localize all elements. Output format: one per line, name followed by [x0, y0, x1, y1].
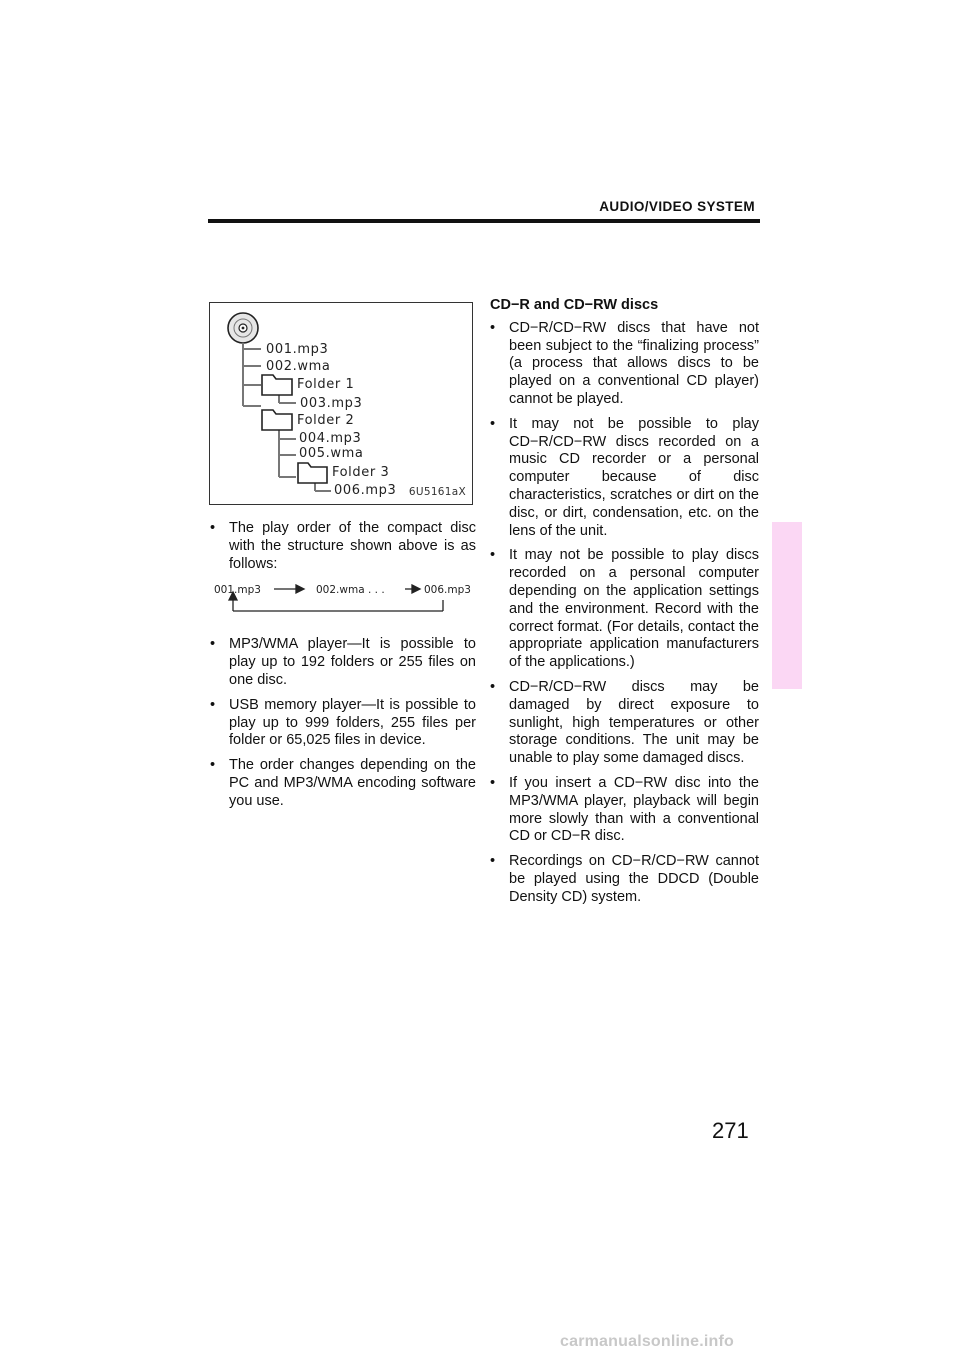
- list-item: [490, 547, 759, 672]
- list-item: [490, 416, 759, 541]
- tree-folder-2: Folder 2: [297, 413, 355, 428]
- bullet-glyph: •: [490, 853, 496, 870]
- tree-folder-1: Folder 1: [297, 377, 355, 392]
- tree-file-006: 006.mp3: [334, 483, 397, 498]
- bullet-text: MP3/WMA player—It is possible to play up to 192 folders or 255 files on one disc.: [229, 636, 476, 688]
- play-order-last: 006.mp3: [424, 584, 471, 597]
- tree-file-002: 002.wma: [266, 359, 331, 374]
- chapter-tab: [772, 522, 802, 689]
- bullet-text: If you insert a CD−RW disc into the MP3/WMA player, playback will begin more slowly than with a conventional CD or CD−R disc.: [509, 774, 759, 845]
- bullet-text: CD−R/CD−RW discs that have not been subject to the “finalizing process” (a process that allows discs to be played on a conventional CD player) cannot be played.: [509, 319, 759, 407]
- list-item: [490, 320, 759, 409]
- section-title: AUDIO/VIDEO SYSTEM: [599, 199, 755, 214]
- tree-file-001: 001.mp3: [266, 342, 329, 357]
- header-rule: [208, 219, 760, 223]
- left-column: [210, 520, 476, 818]
- intro-text: The play order of the compact disc with the structure shown above is as follows:: [229, 520, 476, 572]
- play-order-middle: 002.wma . . .: [316, 584, 385, 597]
- list-item: [210, 520, 476, 573]
- tree-folder-3: Folder 3: [332, 465, 390, 480]
- bullet-glyph: •: [490, 774, 496, 791]
- disc-icon: [228, 313, 258, 343]
- play-order-diagram: [210, 580, 476, 626]
- list-item: [490, 775, 759, 846]
- bullet-glyph: •: [490, 678, 496, 695]
- list-item: [490, 679, 759, 768]
- bullet-glyph: •: [490, 415, 496, 432]
- list-item: [210, 757, 476, 810]
- list-item: [210, 636, 476, 689]
- bullet-text: USB memory player—It is possible to play up to 999 folders, 255 files per folder or 65,025 files in device.: [229, 696, 476, 749]
- bullet-text: Recordings on CD−R/CD−RW cannot be played using the DDCD (Double Density CD) system.: [509, 853, 759, 905]
- bullet-text: It may not be possible to play discs recorded on a personal computer depending on the application settings and the environment. Record with the correct format. (For details, contact the appropriate application manufacturers of the applications.): [509, 547, 759, 671]
- list-item: [490, 853, 759, 906]
- folder-structure-figure: [209, 302, 473, 505]
- section-heading: CD−R and CD−RW discs: [490, 297, 659, 313]
- tree-file-003: 003.mp3: [300, 396, 363, 411]
- folder-icon: [262, 375, 292, 395]
- bullet-glyph: •: [490, 319, 496, 336]
- bullet-text: The order changes depending on the PC and MP3/WMA encoding software you use.: [229, 757, 476, 809]
- bullet-glyph: •: [210, 757, 216, 774]
- folder-icon: [262, 410, 292, 430]
- watermark: carmanualsonline.info: [560, 1333, 735, 1350]
- bullet-text: It may not be possible to play CD−R/CD−RW discs recorded on a music CD recorder or a personal computer because of disc characteristics, scratches or dirt on the disc, or dirt, condensation, etc. on the lens of the unit.: [509, 415, 759, 539]
- play-order-first: 001.mp3: [214, 584, 261, 597]
- page-number: 271: [712, 1118, 749, 1143]
- figure-code: 6U5161aX: [408, 486, 466, 498]
- bullet-glyph: •: [210, 636, 216, 653]
- tree-file-004: 004.mp3: [299, 431, 362, 446]
- list-item: [210, 697, 476, 750]
- bullet-glyph: •: [210, 520, 216, 536]
- right-column: [490, 297, 759, 914]
- bullet-glyph: •: [210, 696, 216, 713]
- tree-file-005: 005.wma: [299, 446, 364, 461]
- bullet-text: CD−R/CD−RW discs may be damaged by direct exposure to sunlight, high temperatures or other storage conditions. The unit may be unable to play some damaged discs.: [509, 678, 759, 767]
- folder-icon: [298, 463, 327, 483]
- bullet-glyph: •: [490, 547, 496, 564]
